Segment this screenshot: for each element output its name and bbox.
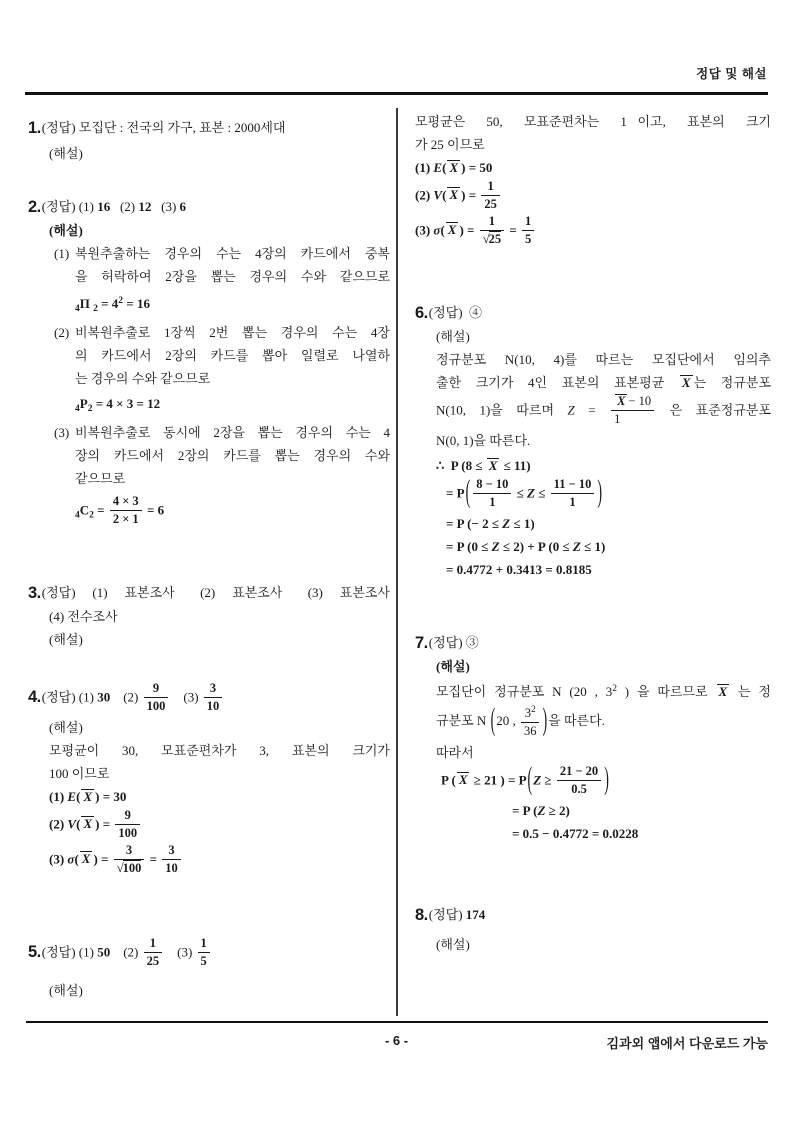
text-line: 을 허락하여 2장을 뽑는 경우의 수와 같으므로: [75, 269, 390, 284]
radical-sign: √: [482, 232, 489, 246]
formula-line: (2) V( X ) = $\frac{9}{100}$: [28, 808, 390, 843]
text-line: (해설): [49, 983, 83, 998]
formula-line: P ( X ≥ 21 ) = P(Z ≥ $\frac{21 - 20}{0.5}$ ): [415, 764, 771, 799]
bold-text: 100: [146, 699, 166, 713]
fraction: [115, 807, 140, 842]
text-line: (해설): [436, 329, 470, 344]
footer-note: 김과외 앱에서 다운로드 가능: [606, 1036, 768, 1051]
fraction: [480, 213, 504, 248]
fraction: [551, 476, 595, 511]
problem-1: [28, 116, 390, 165]
fraction-numerator: 1: [525, 214, 532, 228]
bold-text: 174: [465, 907, 486, 922]
text-line: N(10, 1)을 따르며 Z = $\frac{X - 10}{1}$ 은 표준정규분포: [436, 394, 772, 426]
problem-3: [28, 581, 390, 651]
solution-5-continued: [415, 110, 771, 249]
text-line: (4) 전수조사: [49, 609, 118, 624]
math-variable: E: [67, 789, 77, 804]
math-variable: Z: [537, 803, 546, 818]
fraction-numerator: 1: [488, 214, 496, 228]
fraction: [162, 842, 181, 877]
text-line: 7.(정답) ③: [415, 634, 479, 652]
bold-text: (해설): [436, 659, 470, 674]
fraction: [522, 213, 534, 248]
fraction-denominator: 1: [611, 410, 654, 428]
overline-variable: X: [449, 187, 459, 203]
fraction: [144, 680, 169, 715]
problem-8: [415, 903, 771, 956]
text-line: 8.(정답) 174: [415, 906, 486, 924]
text-line: (해설): [49, 146, 83, 161]
overline-variable: X: [718, 684, 728, 699]
text-line: 규분포 N (20 , $\frac{3^2}{36}$ )을 따른다.: [415, 703, 771, 741]
fraction-denominator: [204, 697, 223, 715]
text-line: 100 이므로: [49, 766, 110, 781]
text-line: (해설): [49, 720, 83, 735]
fraction-denominator: 1: [473, 493, 511, 511]
fraction: [204, 680, 223, 715]
text-line: [415, 655, 771, 678]
superscript: 2: [118, 296, 124, 306]
overline-variable: X: [681, 375, 691, 390]
fraction-denominator: 10: [162, 859, 181, 877]
fraction-numerator: [198, 935, 210, 952]
formula-line: = 0.4772 + 0.3413 = 0.8185: [446, 562, 592, 577]
bold-text: 1: [149, 936, 156, 950]
fraction-numerator: 1: [487, 179, 494, 193]
formula-line: $_4C_2$ = $\frac{4 \times 3}{2 \times 1}$ = 6: [75, 494, 165, 526]
problem-number: 6.: [415, 304, 428, 322]
math-variable: σ: [433, 222, 441, 238]
text-line: 장의 카드에서 2장의 카드를 뽑는 경우의 수와: [75, 448, 390, 463]
overline-variable: X: [617, 394, 626, 408]
fraction: [473, 476, 511, 511]
fraction: [521, 702, 540, 740]
fraction-denominator: 36: [521, 722, 540, 740]
big-paren: (: [490, 703, 496, 739]
formula-line: (2) V( X ) = $\frac{1}{25}$: [415, 179, 771, 214]
overline-variable: X: [449, 160, 459, 175]
fraction: [114, 842, 145, 877]
big-paren: (: [527, 763, 533, 798]
fraction-numerator: 11 − 10: [553, 477, 592, 491]
math-variable: Z: [502, 516, 511, 531]
item-label: (1): [54, 246, 70, 261]
problem-number: 1.: [28, 119, 41, 137]
problem-2: [28, 195, 390, 529]
problem-number: 8.: [415, 906, 428, 924]
radicand: 25: [488, 232, 502, 246]
fraction-denominator: 0.5: [557, 780, 601, 798]
text-line: 6.(정답) ④: [415, 304, 483, 322]
overline-variable: X: [81, 851, 91, 867]
text-line: 2.(정답) (1) 16 (2) 12 (3) 6: [28, 198, 187, 216]
text-line: (해설): [49, 632, 83, 647]
overline-variable: X: [83, 789, 93, 804]
fraction-denominator: 25: [481, 195, 500, 213]
fraction-denominator: [114, 859, 145, 877]
text-line: 는 경우의 수와 같으므로: [75, 371, 211, 386]
formula-line: = P (0 ≤ Z ≤ 2) + P (0 ≤ Z ≤ 1): [446, 539, 606, 554]
superscript: 2: [530, 705, 536, 715]
page-number: - 6 -: [384, 1033, 409, 1048]
fraction: [144, 935, 163, 970]
big-paren: ): [597, 476, 602, 511]
formula-line: (3) σ( X ) = $\frac{1}{√25}$ = $\frac{1}{5}$: [415, 214, 771, 249]
problem-6: [415, 301, 771, 581]
formula-line: = 0.5 − 0.4772 = 0.0228: [512, 826, 639, 841]
text-line: 가 25 이므로: [415, 137, 485, 152]
math-variable: Z: [533, 772, 542, 788]
formula-line: $_4$Π $_2 = 4^2 = 16$: [75, 296, 150, 314]
overline-variable: X: [447, 222, 457, 238]
fraction-numerator: $3^2$: [524, 705, 536, 720]
bold-text: 3: [209, 681, 217, 695]
text-line: 3.(정답) (1) 표본조사 (2) 표본조사 (3) 표본조사: [28, 584, 390, 602]
square-root: [117, 860, 142, 877]
subscript: 4: [75, 510, 80, 521]
text-line: (1) 복원추출하는 경우의 수는 4장의 카드에서 중복: [28, 242, 390, 265]
bold-text: 5: [200, 954, 207, 968]
math-variable: Z: [527, 485, 535, 501]
radical-sign: √: [116, 861, 123, 875]
big-paren: ): [542, 703, 548, 739]
right-column: [415, 108, 771, 956]
overline-variable: X: [488, 458, 498, 473]
subscript: 2: [93, 304, 98, 314]
big-paren: ): [604, 763, 609, 798]
formula-line: = P( $\frac{8 - 10}{1}$ ≤ Z ≤ $\frac{11 - 10}{1}$ ): [415, 477, 771, 512]
math-variable: V: [67, 816, 77, 832]
header-rule: [25, 92, 768, 95]
fraction: [611, 393, 654, 428]
fraction-numerator: [144, 935, 163, 952]
bold-text: 16: [97, 199, 111, 214]
text-line: 4.(정답) (1) 30 (2) $\frac{9}{100}$ (3) $\frac{3}{10}$: [28, 681, 390, 716]
fraction-numerator: [204, 680, 223, 697]
text-line: (2) 비복원추출로 1장씩 2번 뽑는 경우의 수는 4장: [28, 321, 390, 344]
fraction-denominator: 100: [115, 824, 140, 842]
formula-line: = P (− 2 ≤ Z ≤ 1): [446, 516, 535, 531]
fraction-numerator: 4 × 3: [112, 494, 139, 508]
fraction-denominator: [144, 697, 169, 715]
left-column: [28, 108, 390, 1002]
text-line: 모평균은 50, 모표준편차는 1 이고, 표본의 크기: [415, 114, 771, 129]
math-variable: σ: [67, 851, 75, 867]
math-variable: E: [433, 160, 443, 175]
text-line: 따라서: [436, 745, 474, 760]
bold-text: 50: [97, 944, 111, 960]
bold-text: 30: [97, 689, 111, 705]
text-line: 모집단이 정규분포 N (20 , $3^2$ ) 을 따르므로 X 는 정: [436, 684, 771, 699]
problem-number: 7.: [415, 634, 428, 652]
superscript: 2: [612, 684, 617, 694]
subscript: 4: [75, 304, 80, 314]
fraction-denominator: [198, 952, 210, 970]
fraction-numerator: 3: [168, 843, 175, 857]
math-variable: Z: [491, 539, 500, 554]
text-line: [28, 219, 390, 242]
formula-line: $_4P_2 = 4 \times 3 = 12$: [75, 396, 161, 414]
text-line: 의 카드에서 2장의 카드를 뽑아 일렬로 나열하: [75, 348, 390, 363]
footer-rule: [26, 1021, 768, 1023]
big-paren: (: [465, 476, 471, 511]
text-line: 모평균이 30, 모표준편차가 3, 표본의 크기가: [49, 743, 390, 758]
subscript: 4: [75, 404, 80, 414]
problem-number: 3.: [28, 584, 41, 602]
bold-text: 12: [138, 199, 152, 214]
fraction-denominator: [480, 230, 504, 248]
math-variable: V: [433, 187, 443, 203]
text-line: 정규분포 N(10, 4)를 따르는 모집단에서 임의추: [436, 352, 771, 367]
overline-variable: X: [83, 816, 93, 832]
fraction: [557, 763, 601, 798]
item-label: (2): [54, 325, 70, 340]
formula-line: (1) E( X ) = 30: [49, 789, 127, 804]
fraction-numerator: X − 10: [617, 394, 652, 408]
formula-line: (1) E( X ) = 50: [415, 160, 493, 175]
bold-text: 25: [146, 954, 160, 968]
formula-line: = P (Z ≥ 2): [512, 803, 570, 818]
problem-4: [28, 681, 390, 878]
fraction-numerator: [144, 680, 169, 697]
fraction-numerator: 8 − 10: [476, 477, 509, 491]
problem-number: 5.: [28, 943, 41, 962]
bold-text: 10: [206, 699, 220, 713]
bold-text: (해설): [49, 223, 83, 238]
column-divider: [396, 108, 398, 1016]
text-line: 5.(정답) (1) 50 (2) $\frac{1}{25}$ (3) $\frac{1}{5}$: [28, 936, 390, 971]
fraction-denominator: [144, 952, 163, 970]
text-line: (3) 비복원추출로 동시에 2장을 뽑는 경우의 수는 4: [28, 421, 390, 444]
text-line: 1.(정답) 모집단 : 전국의 가구, 표본 : 2000세대: [28, 119, 286, 137]
fraction-numerator: 21 − 20: [559, 764, 599, 778]
text-line: 출한 크기가 4인 표본의 표본평균 X 는 정규분포: [436, 375, 771, 390]
square-root: [483, 231, 501, 248]
bold-text: 9: [152, 681, 160, 695]
fraction-numerator: 3: [125, 843, 133, 857]
text-line: 같으므로: [75, 471, 126, 486]
problem-5: [28, 936, 390, 1002]
radicand: 100: [122, 861, 142, 875]
problem-number: 4.: [28, 688, 41, 707]
formula-line: (3) σ( X ) = $\frac{3}{√100}$ = $\frac{3}{10}$: [28, 843, 390, 878]
fraction-denominator: 1: [551, 493, 595, 511]
text-line: N(0, 1)을 따른다.: [436, 433, 531, 448]
fraction: [198, 935, 210, 970]
problem-number: 2.: [28, 198, 41, 216]
subscript: 2: [89, 510, 94, 521]
problem-7: [415, 631, 771, 845]
math-variable: Z: [567, 402, 575, 418]
fraction-numerator: 9: [124, 808, 131, 822]
formula-line: ∴ P (8 ≤ X ≤ 11): [436, 458, 531, 473]
doc-title: 정답 및 해설: [696, 67, 767, 81]
bold-text: 6: [179, 199, 187, 214]
subscript: 2: [87, 404, 93, 414]
text-line: (해설): [436, 937, 470, 952]
fraction-denominator: 5: [522, 230, 534, 248]
overline-variable: X: [458, 772, 468, 788]
math-variable: Z: [572, 539, 581, 554]
bold-text: 1: [200, 936, 207, 950]
item-label: (3): [54, 425, 70, 440]
fraction: [481, 178, 500, 213]
fraction-denominator: 2 × 1: [110, 510, 142, 528]
fraction: [110, 493, 142, 528]
